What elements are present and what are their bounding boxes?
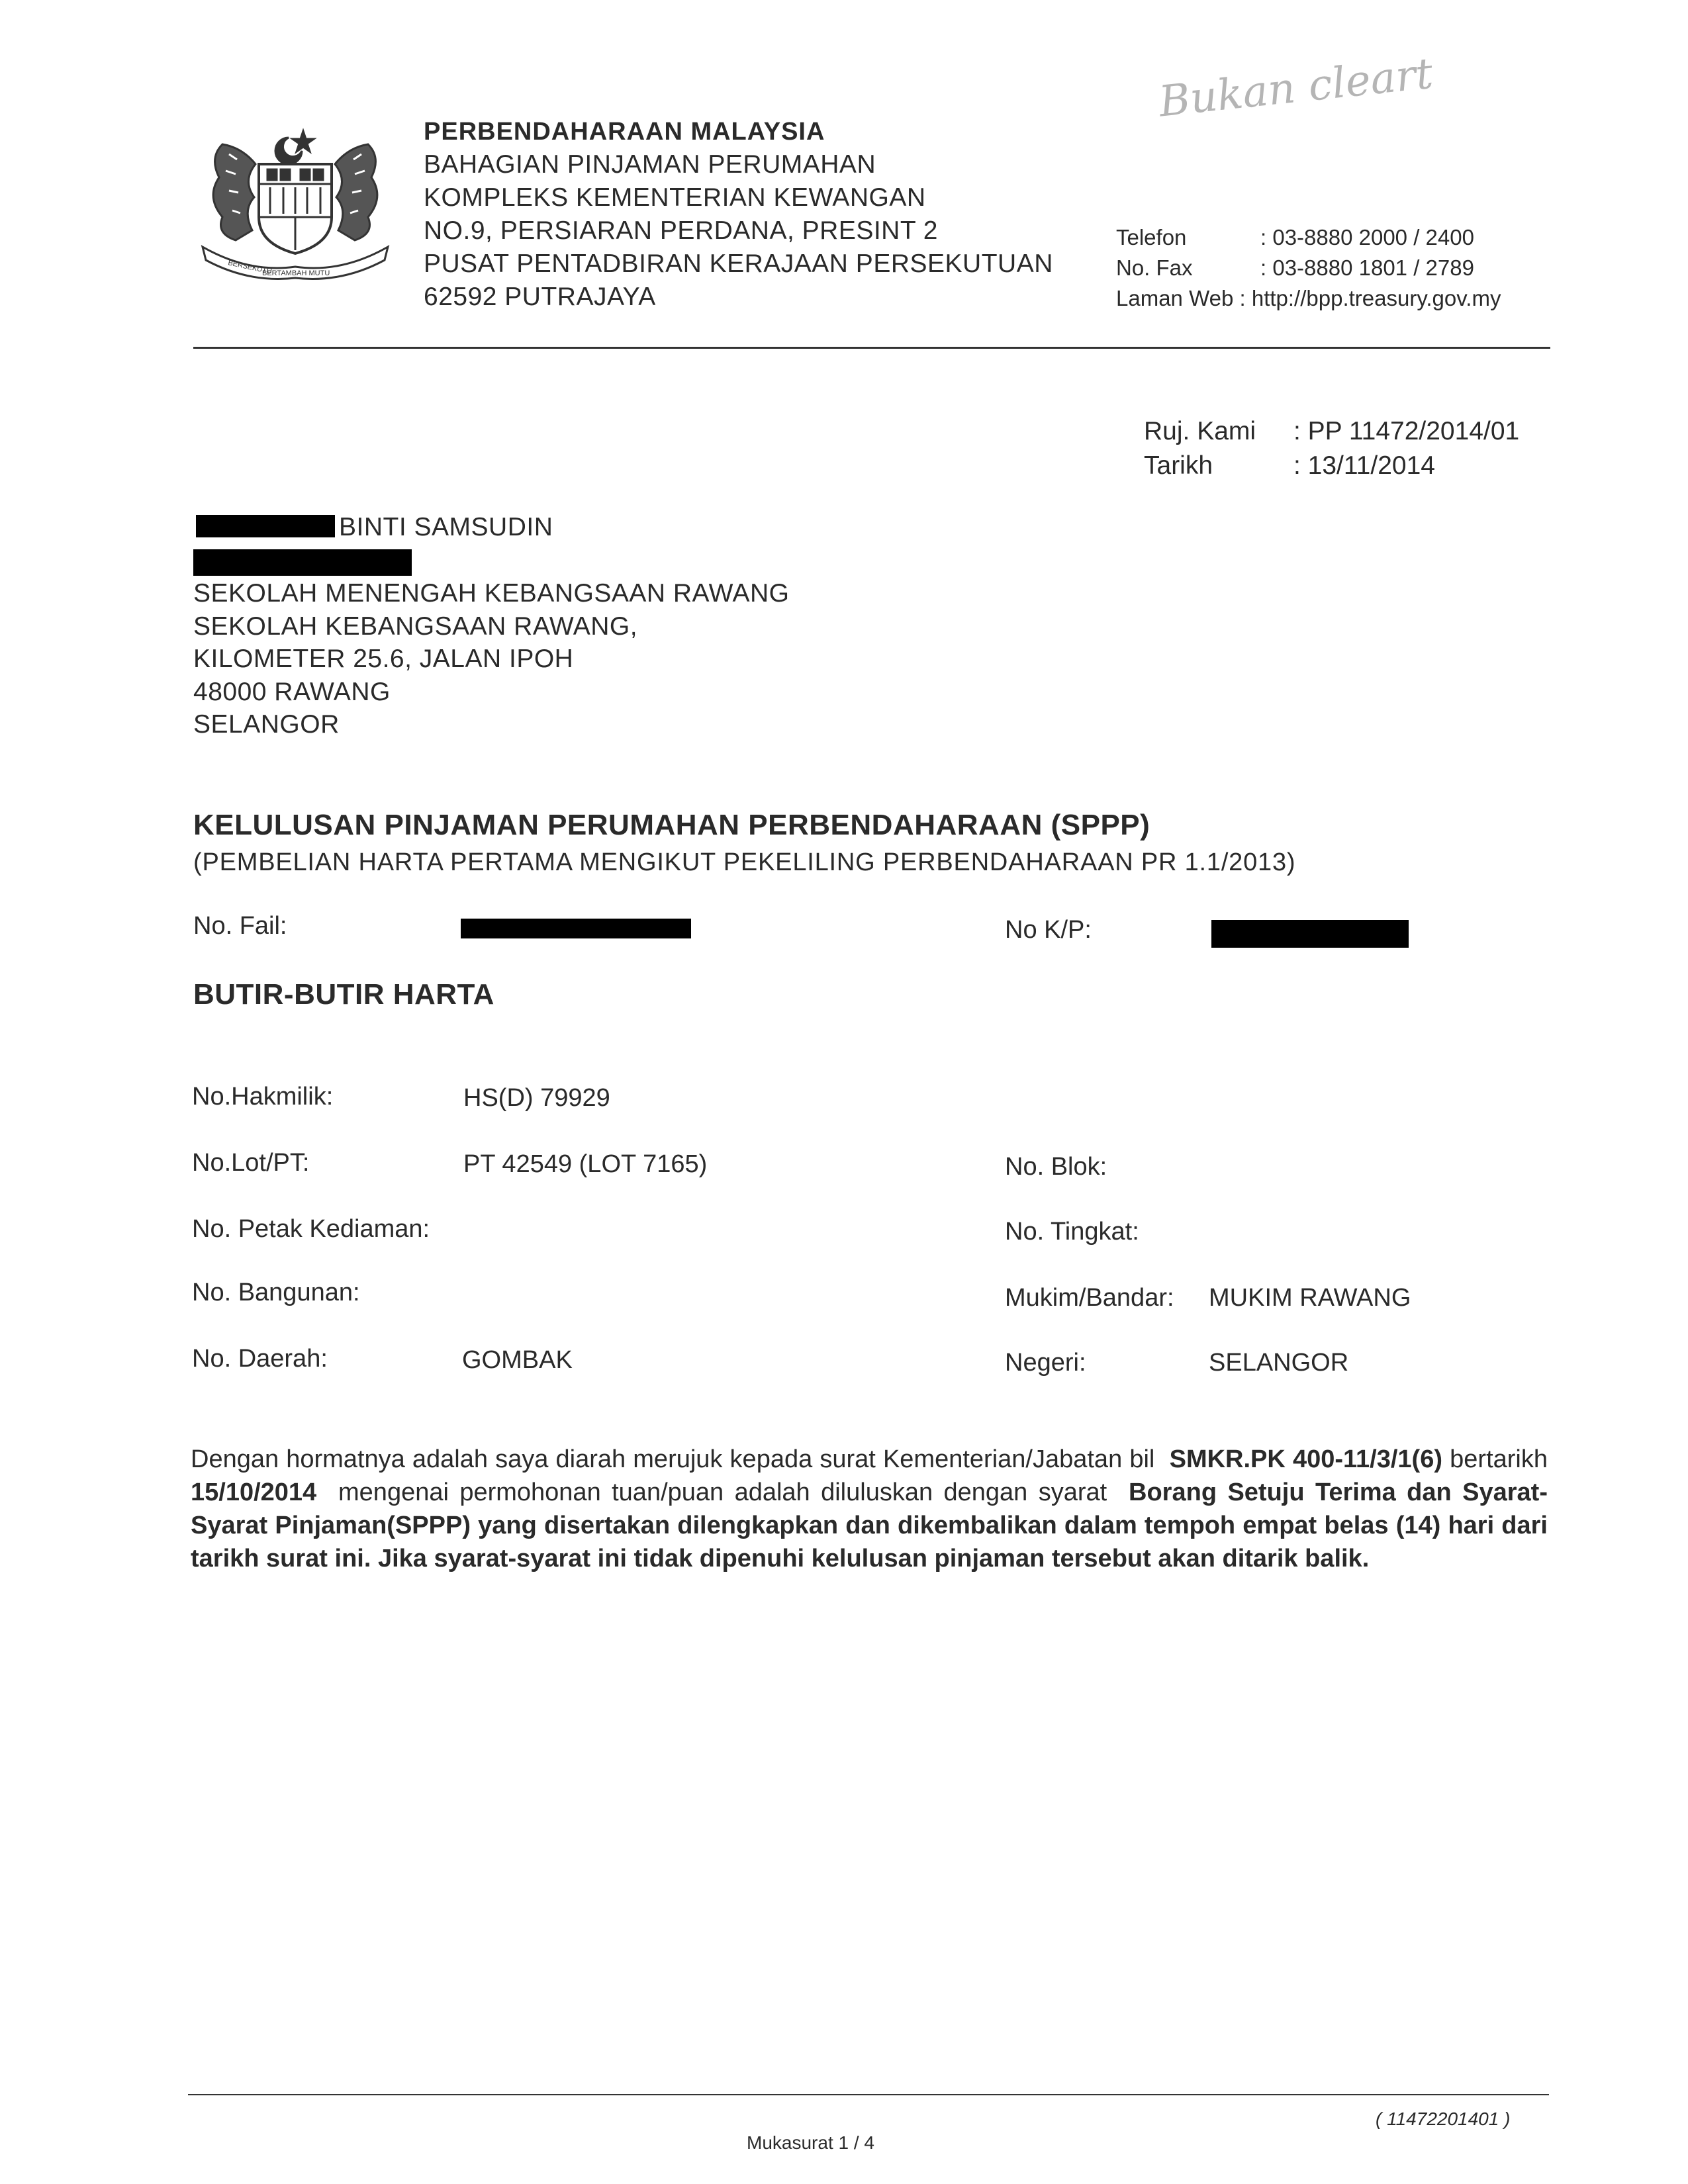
fax-label: No. Fax	[1116, 255, 1193, 280]
petak-label: No. Petak Kediaman:	[192, 1215, 430, 1243]
mukim-label: Mukim/Bandar:	[1005, 1284, 1174, 1312]
contact-block	[1116, 222, 1501, 314]
letterhead-line: NO.9, PERSIARAN PERDANA, PRESINT 2	[424, 216, 938, 245]
bangunan-label: No. Bangunan:	[192, 1279, 360, 1306]
footer-code: ( 11472201401 )	[1376, 2109, 1511, 2129]
redacted-fail	[461, 919, 691, 938]
tingkat-label: No. Tingkat:	[1005, 1218, 1139, 1246]
negeri-value: SELANGOR	[1209, 1349, 1349, 1377]
crest-motto-right: BERTAMBAH MUTU	[262, 269, 330, 277]
hakmilik-label: No.Hakmilik:	[192, 1083, 334, 1111]
mukim-value: MUKIM RAWANG	[1209, 1284, 1411, 1312]
document-title: KELULUSAN PINJAMAN PERUMAHAN PERBENDAHARAAN (SPPP)	[193, 809, 1150, 841]
address-line: 48000 RAWANG	[193, 677, 391, 706]
letterhead	[424, 115, 1053, 314]
body-text: bertarikh	[1450, 1445, 1548, 1473]
blok-label: No. Blok:	[1005, 1153, 1107, 1181]
hakmilik-value: HS(D) 79929	[463, 1084, 610, 1112]
fax-value: : 03-8880 1801 / 2789	[1260, 255, 1474, 280]
letter-date: 15/10/2014	[191, 1479, 317, 1506]
ruj-value: : PP 11472/2014/01	[1293, 417, 1520, 445]
letterhead-line: BAHAGIAN PINJAMAN PERUMAHAN	[424, 150, 876, 179]
redacted-line	[193, 549, 412, 576]
crest-motto-left: BERSEKUTU	[227, 259, 273, 276]
address-line: SEKOLAH MENENGAH KEBANGSAAN RAWANG	[193, 579, 790, 608]
body-text: mengenai permohonan tuan/puan adalah diluluskan dengan syarat	[338, 1479, 1107, 1506]
page-number: Mukasurat 1 / 4	[747, 2132, 874, 2153]
kp-label: No K/P:	[1005, 916, 1092, 944]
letterhead-line: KOMPLEKS KEMENTERIAN KEWANGAN	[424, 183, 926, 212]
web-label: Laman Web	[1116, 286, 1234, 310]
letterhead-line: PUSAT PENTADBIRAN KERAJAAN PERSEKUTUAN	[424, 250, 1053, 278]
address-line: SELANGOR	[193, 710, 340, 739]
document-subtitle: (PEMBELIAN HARTA PERTAMA MENGIKUT PEKELILING PERBENDAHARAAN PR 1.1/2013)	[193, 848, 1296, 876]
lot-value: PT 42549 (LOT 7165)	[463, 1150, 708, 1178]
handwritten-annotation: Bukan cleart	[1156, 49, 1436, 127]
coat-of-arms-logo	[196, 118, 395, 283]
letterhead-line: 62592 PUTRAJAYA	[424, 283, 656, 311]
negeri-label: Negeri:	[1005, 1349, 1086, 1377]
daerah-label: No. Daerah:	[192, 1345, 328, 1373]
telefon-label: Telefon	[1116, 225, 1187, 250]
address-line: KILOMETER 25.6, JALAN IPOH	[193, 645, 574, 673]
web-value: : http://bpp.treasury.gov.my	[1239, 286, 1501, 310]
recipient-name: BINTI SAMSUDIN	[339, 513, 553, 541]
ruj-label: Ruj. Kami	[1144, 417, 1256, 445]
footer-divider	[188, 2094, 1549, 2095]
telefon-value: : 03-8880 2000 / 2400	[1260, 225, 1474, 250]
redacted-kp	[1211, 920, 1409, 948]
body-conditions: Borang Setuju Terima dan Syarat-Syarat Pinjaman(SPPP) yang disertakan dilengkapkan dan dikembalikan dalam tempoh empat belas (14) hari dari tarikh surat ini. Jika syarat-syarat ini tidak dipenuhi kelulusan pinjaman tersebut akan ditarik balik.	[191, 1479, 1548, 1572]
body-text: Dengan hormatnya adalah saya diarah merujuk kepada surat Kementerian/Jabatan bil	[191, 1445, 1155, 1473]
daerah-value: GOMBAK	[462, 1346, 573, 1374]
section-heading: BUTIR-BUTIR HARTA	[193, 978, 494, 1011]
lot-label: No.Lot/PT:	[192, 1149, 310, 1177]
recipient-address	[193, 577, 789, 741]
tarikh-label: Tarikh	[1144, 451, 1213, 480]
address-line: SEKOLAH KEBANGSAAN RAWANG,	[193, 612, 638, 641]
fail-label: No. Fail:	[193, 912, 287, 940]
header-divider	[193, 347, 1550, 349]
redacted-name	[196, 515, 335, 537]
body-paragraph	[191, 1443, 1548, 1575]
tarikh-value: : 13/11/2014	[1293, 451, 1435, 480]
org-name: PERBENDAHARAAN MALAYSIA	[424, 118, 825, 146]
reference-block	[1144, 414, 1519, 483]
ref-number: SMKR.PK 400-11/3/1(6)	[1169, 1445, 1443, 1473]
